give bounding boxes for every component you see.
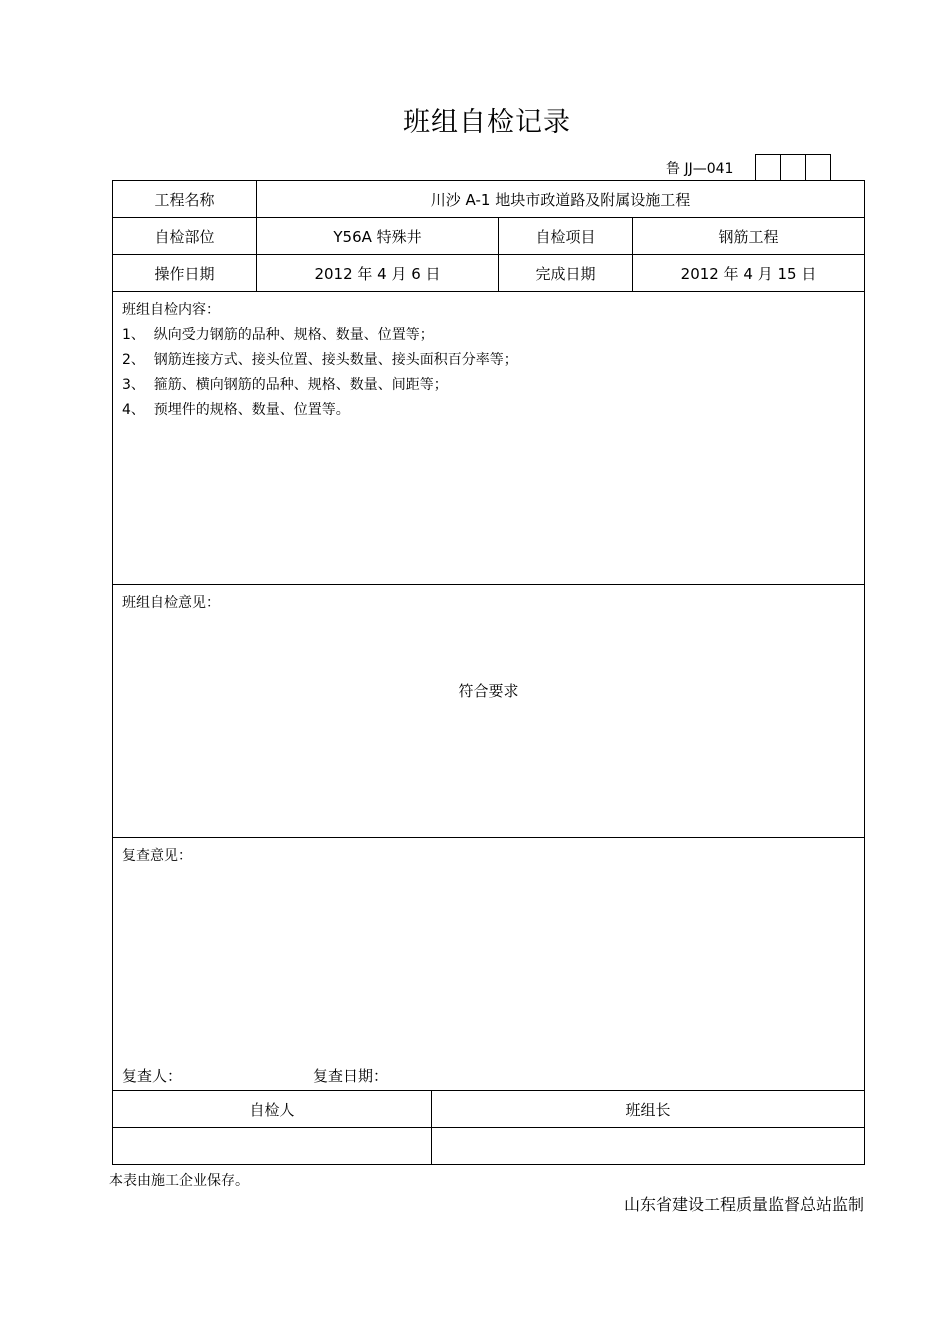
content-item-3: 3、 箍筋、横向钢筋的品种、规格、数量、间距等；: [122, 377, 448, 393]
team-leader-label: 班组长: [432, 1091, 865, 1128]
opinion-value: 符合要求: [458, 682, 519, 700]
done-date-value: 2012 年 4 月 15 日: [633, 255, 865, 292]
location-value: Y56A 特殊井: [257, 218, 499, 255]
signature-row: [113, 1128, 865, 1165]
team-leader-signature: [432, 1128, 865, 1165]
location-label: 自检部位: [113, 218, 257, 255]
code-boxes: [755, 154, 831, 180]
form-code: 鲁 JJ—041: [666, 161, 734, 177]
op-date-value: 2012 年 4 月 6 日: [257, 255, 499, 292]
document-title: 班组自检记录: [403, 107, 571, 138]
content-heading: 班组自检内容：: [122, 302, 220, 318]
content-item-1: 1、 纵向受力钢筋的品种、规格、数量、位置等；: [122, 327, 434, 343]
content-section: [113, 292, 865, 585]
code-box-1: [755, 154, 781, 180]
footer-supervisor: 山东省建设工程质量监督总站监制: [623, 1195, 864, 1214]
inspection-table: [112, 180, 865, 1165]
content-item-4: 4、 预埋件的规格、数量、位置等。: [122, 402, 350, 418]
code-box-3: [805, 154, 831, 180]
opinion-section: [113, 585, 865, 838]
location-row: [113, 218, 865, 255]
review-row: [113, 838, 865, 1091]
code-box-2: [780, 154, 806, 180]
done-date-label: 完成日期: [499, 255, 633, 292]
op-date-label: 操作日期: [113, 255, 257, 292]
project-name-value: 川沙 A-1 地块市政道路及附属设施工程: [257, 181, 865, 218]
project-name-row: [113, 181, 865, 218]
item-value: 钢筋工程: [633, 218, 865, 255]
project-name-label: 工程名称: [113, 181, 257, 218]
reviewer-label: 复查人：: [122, 1067, 183, 1085]
review-heading: 复查意见：: [122, 848, 192, 864]
review-section: [113, 838, 865, 1091]
self-inspector-label: 自检人: [113, 1091, 432, 1128]
item-label: 自检项目: [499, 218, 633, 255]
date-row: [113, 255, 865, 292]
footer-note: 本表由施工企业保存。: [109, 1173, 249, 1189]
review-date-label: 复查日期：: [313, 1067, 389, 1085]
opinion-heading: 班组自检意见：: [122, 595, 220, 611]
content-row: [113, 292, 865, 585]
signature-header-row: [113, 1091, 865, 1128]
self-inspector-signature: [113, 1128, 432, 1165]
content-item-2: 2、 钢筋连接方式、接头位置、接头数量、接头面积百分率等；: [122, 352, 518, 368]
opinion-row: [113, 585, 865, 838]
